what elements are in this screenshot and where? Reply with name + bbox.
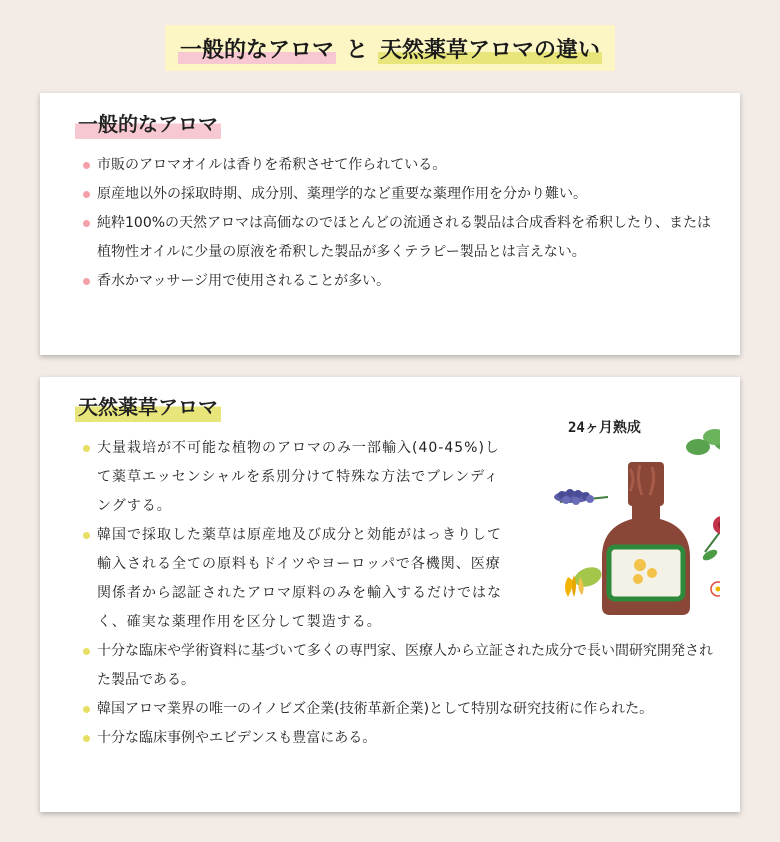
- general-aroma-card: [40, 93, 740, 355]
- list-item: 原産地以外の採取時期、成分別、薬理学的など重要な薬理作用を分かり難い。: [83, 180, 718, 209]
- list-item: 市販のアロマオイルは香りを希釈させて作られている。: [83, 151, 718, 180]
- ylang-flower-icon: [565, 564, 604, 597]
- title-general-aroma: 一般的なアロマ: [178, 33, 336, 64]
- general-aroma-heading: 一般的なアロマ: [75, 108, 221, 139]
- list-item: 純粋100%の天然アロマは高価なのでほとんどの流通される製品は合成香料を希釈したり、または植物性オイルに少量の原液を希釈した製品が多くテラピー製品とは言えない。: [83, 209, 718, 267]
- aroma-bottle-illustration: [510, 407, 720, 622]
- list-item: 香水かマッサージ用で使用されることが多い。: [83, 267, 718, 296]
- page-title: [165, 25, 615, 71]
- list-item: 十分な臨床や学術資料に基づいて多くの専門家、医療人から立証された成分で長い間研究開発された製品である。: [83, 637, 718, 695]
- geranium-icon: [686, 429, 720, 467]
- title-natural-herb-aroma: 天然薬草アロマの違い: [378, 33, 602, 64]
- list-item: 韓国で採取した薬草は原産地及び成分と効能がはっきりして輸入される全ての原料もドイツやヨーロッパで各機関、医療関係者から認証されたアロマ原料のみを輸入するだけではなく、確実な薬理作用を区分して製造する。: [83, 521, 513, 637]
- bottle-icon: [602, 462, 690, 615]
- rose-icon: [701, 516, 720, 562]
- list-item: 大量栽培が不可能な植物のアロマのみ一部輸入(40-45%)して薬草エッセンシャルを系別分けて特殊な方法でブレンディングする。: [83, 434, 513, 521]
- list-item: 十分な臨床事例やエビデンスも豊富にある。: [83, 724, 718, 753]
- lavender-icon: [554, 489, 608, 505]
- natural-herb-aroma-card: [40, 377, 740, 812]
- aged-24-months-label: 24ヶ月熟成: [568, 420, 641, 436]
- natural-herb-aroma-heading: 天然薬草アロマ: [75, 391, 221, 422]
- chamomile-icon: [711, 570, 720, 622]
- list-item: 韓国アロマ業界の唯一のイノビズ企業(技術革新企業)として特別な研究技術に作られた。: [83, 695, 718, 724]
- title-connector: と: [345, 36, 368, 63]
- general-aroma-list: [83, 151, 718, 296]
